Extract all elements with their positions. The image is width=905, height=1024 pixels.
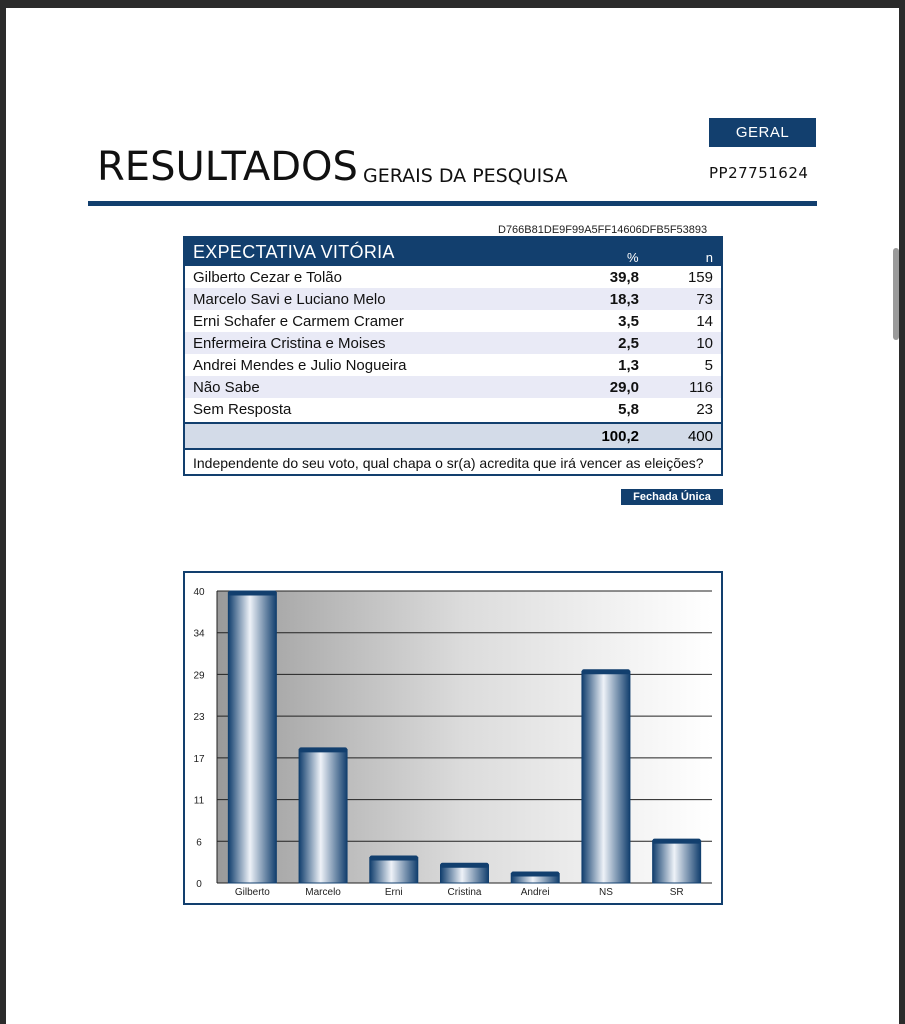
plot-background [217,591,712,883]
survey-code: PP27751624 [709,164,809,182]
question-type-tag: Fechada Única [621,489,723,505]
bar-cap [441,863,489,868]
survey-question: Independente do seu voto, qual chapa o sr(a) acredita que irá vencer as eleições? [193,455,704,471]
row-count: 14 [696,313,713,330]
bar [370,857,418,883]
y-tick-label: 29 [193,670,205,682]
table-header [185,238,721,266]
table-row [185,332,721,354]
row-percent: 18,3 [609,291,639,308]
x-tick-label: Erni [384,887,403,898]
total-percent: 100,2 [601,428,639,445]
page-title: RESULTADOS [97,144,358,190]
x-tick-label: Marcelo [305,887,341,898]
results-bar-chart [183,571,723,905]
row-percent: 1,3 [618,357,639,374]
x-tick-label: Cristina [447,887,482,898]
bar-cap [299,747,347,752]
row-label: Andrei Mendes e Julio Nogueira [193,357,407,374]
row-count: 73 [696,291,713,308]
total-count: 400 [687,428,713,445]
y-tick-label: 11 [193,795,205,807]
row-label: Marcelo Savi e Luciano Melo [193,291,386,308]
bar [653,841,701,883]
bar [582,671,630,883]
row-label: Gilberto Cezar e Tolão [193,269,342,286]
header-divider [88,201,817,206]
vertical-scrollbar[interactable] [893,248,899,340]
column-header-percent: % [627,250,639,265]
bar [228,592,276,883]
row-count: 10 [696,335,713,352]
row-label: Enfermeira Cristina e Moises [193,335,386,352]
bar-cap [511,872,559,877]
page-subtitle: GERAIS DA PESQUISA [363,165,568,187]
table-row [185,354,721,376]
bar-cap [653,839,701,844]
results-table [183,236,723,476]
row-count: 23 [696,401,713,418]
chart-canvas [185,573,721,903]
row-label: Erni Schafer e Carmem Cramer [193,313,404,330]
table-title: EXPECTATIVA VITÓRIA [193,242,395,262]
y-tick-label: 6 [196,837,202,849]
x-tick-label: SR [669,887,684,898]
row-percent: 39,8 [609,269,639,286]
x-tick-label: Andrei [520,887,550,898]
bar [299,749,347,883]
table-row [185,398,721,420]
document-hash: D766B81DE9F99A5FF14606DFB5F53893 [498,224,708,236]
row-count: 116 [689,379,713,396]
y-tick-label: 23 [193,712,205,724]
x-tick-label: Gilberto [234,887,270,898]
table-row [185,310,721,332]
y-tick-label: 40 [193,587,205,598]
row-percent: 29,0 [609,379,639,396]
table-row [185,266,721,288]
scope-badge: GERAL [709,118,816,147]
row-percent: 2,5 [618,335,639,352]
row-label: Sem Resposta [193,401,292,418]
table-row [185,288,721,310]
row-count: 159 [687,269,713,286]
y-tick-label: 0 [196,879,202,890]
document-page [6,8,899,1024]
table-total-row [185,422,721,450]
y-tick-label: 17 [193,753,205,765]
row-percent: 3,5 [618,313,639,330]
x-tick-label: NS [598,887,613,898]
row-count: 5 [704,357,713,374]
row-percent: 5,8 [618,401,639,418]
table-row [185,376,721,398]
bar-cap [228,590,276,595]
bar-cap [370,855,418,860]
row-label: Não Sabe [193,379,260,396]
y-tick-label: 34 [193,628,205,640]
bar-cap [582,669,630,674]
column-header-n: n [705,250,713,265]
